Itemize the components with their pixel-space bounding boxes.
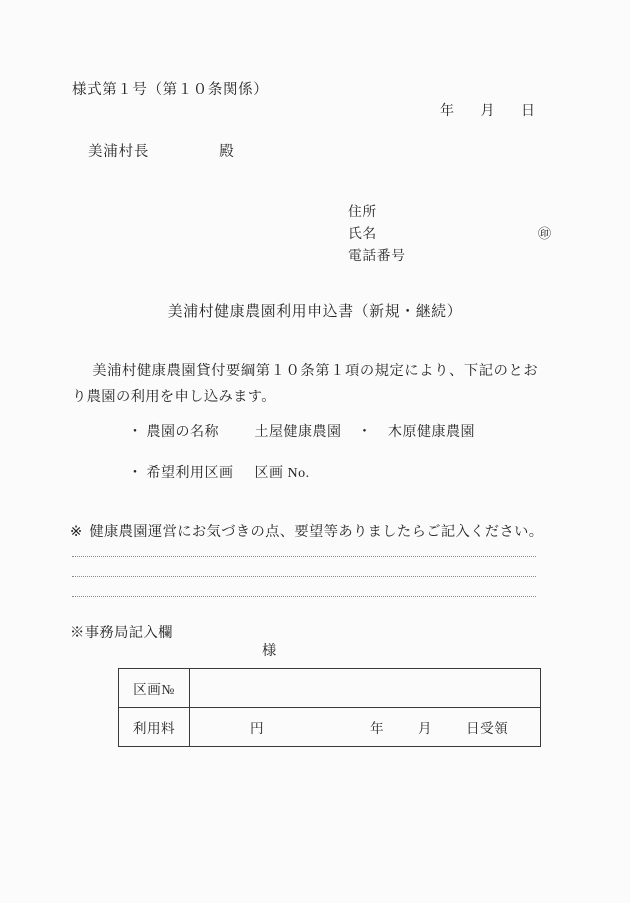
entry-plot-number-field[interactable]: 区画 No.	[254, 466, 310, 481]
page-title: 美浦村健康農園利用申込書（新規・継続）	[167, 304, 463, 320]
receipt-month-label: 月	[418, 721, 433, 736]
table-row-value-plot[interactable]	[190, 669, 541, 708]
addressee-name: 美浦村長	[88, 144, 150, 160]
applicant-name-row	[348, 223, 552, 245]
body-paragraph	[72, 358, 538, 410]
date-year-label: 年	[440, 104, 455, 119]
note-marker-icon: ※	[70, 524, 83, 540]
entry-farm-option-2[interactable]: 木原健康農園	[388, 425, 475, 440]
table-row-value-fee[interactable]	[190, 708, 541, 747]
note-text: 健康農園運営にお気づきの点、要望等ありましたらご記入ください。	[89, 524, 544, 540]
entry-plot-request	[128, 462, 310, 482]
applicant-address-row	[348, 201, 406, 223]
office-section-heading: ※事務局記入欄	[70, 625, 173, 641]
applicant-block	[348, 201, 552, 267]
note-line	[70, 521, 543, 541]
entry-farm-separator: ・	[357, 425, 372, 440]
seal-mark-icon: ㊞	[538, 226, 552, 241]
date-day-label: 日	[521, 104, 536, 119]
office-sama-label: 様	[262, 643, 277, 659]
applicant-phone-row	[348, 245, 406, 267]
applicant-phone-label: 電話番号	[348, 248, 406, 263]
applicant-address-label: 住所	[348, 204, 377, 219]
bullet-icon: ・	[128, 425, 143, 440]
office-use-table	[118, 668, 541, 747]
table-row-key: 区画№	[119, 669, 190, 708]
table-row-key: 利用料	[119, 708, 190, 747]
fee-currency-label: 円	[250, 721, 265, 736]
date-line	[440, 100, 536, 120]
entry-farm-name-label: 農園の名称	[146, 425, 219, 440]
entry-farm-name	[128, 421, 475, 441]
entry-farm-option-1[interactable]: 土屋健康農園	[254, 425, 342, 440]
body-paragraph-text: 美浦村健康農園貸付要綱第１０条第１項の規定により、下記のとおり農園の利用を申し込みます。	[72, 363, 538, 405]
receipt-day-label: 日受領	[466, 721, 509, 736]
table-row	[119, 669, 541, 708]
receipt-year-label: 年	[370, 721, 385, 736]
addressee-honorific: 殿	[219, 144, 235, 160]
note-blank-line[interactable]	[72, 596, 536, 598]
form-number: 様式第１号（第１０条関係）	[72, 82, 269, 98]
bullet-icon: ・	[128, 466, 143, 481]
addressee-line	[88, 140, 235, 161]
date-month-label: 月	[480, 104, 495, 119]
entry-plot-request-label: 希望利用区画	[146, 466, 234, 481]
note-blank-line[interactable]	[72, 556, 536, 558]
applicant-name-label: 氏名	[348, 226, 377, 241]
note-blank-line[interactable]	[72, 576, 536, 578]
table-row	[119, 708, 541, 747]
